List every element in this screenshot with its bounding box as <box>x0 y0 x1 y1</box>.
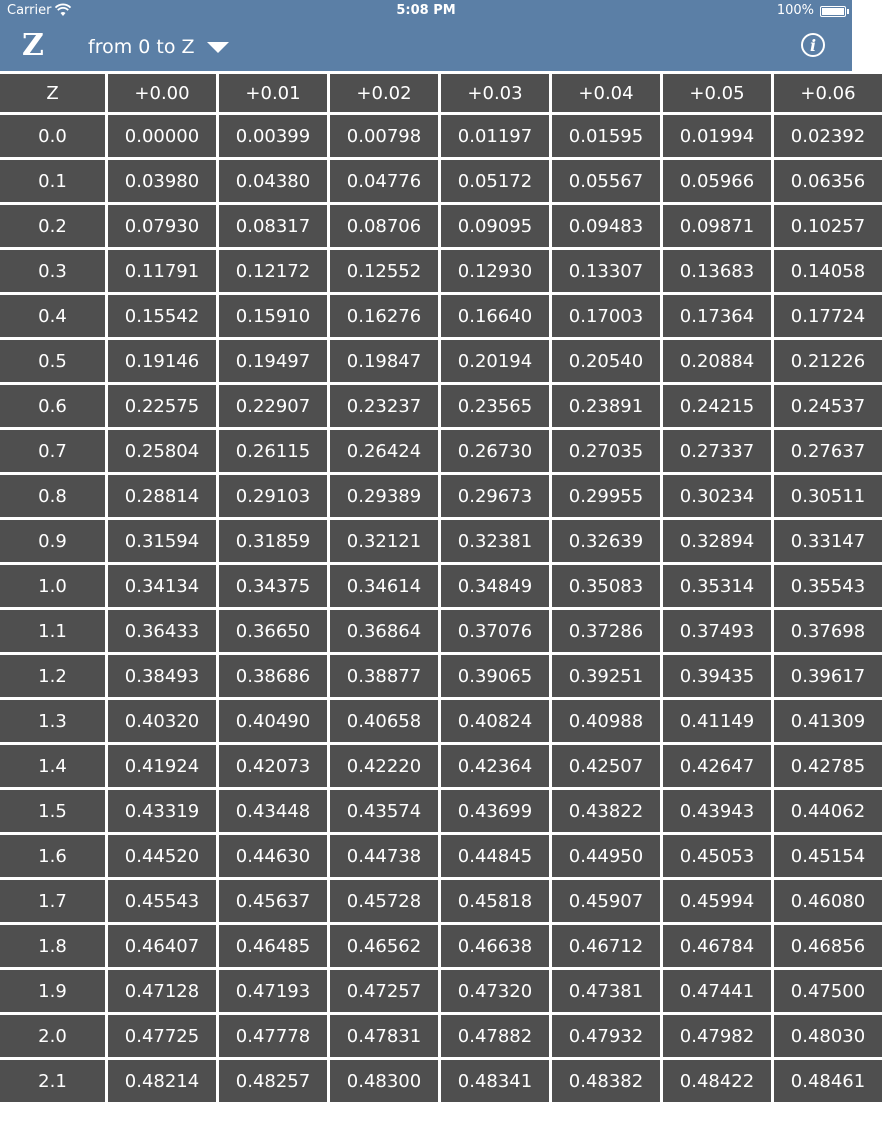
probability-cell: 0.17364 <box>663 295 771 337</box>
probability-cell: 0.47441 <box>663 970 771 1012</box>
probability-cell: 0.47128 <box>108 970 216 1012</box>
probability-cell: 0.17003 <box>552 295 660 337</box>
probability-cell: 0.46562 <box>330 925 438 967</box>
z-value-cell: 1.1 <box>0 610 105 652</box>
probability-cell: 0.45637 <box>219 880 327 922</box>
column-header: +0.06 <box>774 74 882 112</box>
probability-cell: 0.45543 <box>108 880 216 922</box>
probability-cell: 0.07930 <box>108 205 216 247</box>
probability-cell: 0.37286 <box>552 610 660 652</box>
probability-cell: 0.01595 <box>552 115 660 157</box>
probability-cell: 0.36650 <box>219 610 327 652</box>
probability-cell: 0.10257 <box>774 205 882 247</box>
z-value-cell: 1.9 <box>0 970 105 1012</box>
probability-cell: 0.29103 <box>219 475 327 517</box>
probability-cell: 0.44520 <box>108 835 216 877</box>
probability-cell: 0.24537 <box>774 385 882 427</box>
probability-cell: 0.44630 <box>219 835 327 877</box>
table-row <box>0 835 882 877</box>
probability-cell: 0.11791 <box>108 250 216 292</box>
probability-cell: 0.32381 <box>441 520 549 562</box>
probability-cell: 0.00798 <box>330 115 438 157</box>
z-value-cell: 1.5 <box>0 790 105 832</box>
probability-cell: 0.43822 <box>552 790 660 832</box>
probability-cell: 0.29389 <box>330 475 438 517</box>
probability-cell: 0.32121 <box>330 520 438 562</box>
probability-cell: 0.39065 <box>441 655 549 697</box>
probability-cell: 0.01197 <box>441 115 549 157</box>
z-table <box>0 71 885 1105</box>
column-header: +0.04 <box>552 74 660 112</box>
probability-cell: 0.41149 <box>663 700 771 742</box>
probability-cell: 0.22907 <box>219 385 327 427</box>
probability-cell: 0.04776 <box>330 160 438 202</box>
probability-cell: 0.40490 <box>219 700 327 742</box>
probability-cell: 0.22575 <box>108 385 216 427</box>
caret-down-icon <box>207 42 229 53</box>
probability-cell: 0.03980 <box>108 160 216 202</box>
probability-cell: 0.47500 <box>774 970 882 1012</box>
probability-cell: 0.45053 <box>663 835 771 877</box>
probability-cell: 0.30511 <box>774 475 882 517</box>
probability-cell: 0.46407 <box>108 925 216 967</box>
probability-cell: 0.45907 <box>552 880 660 922</box>
probability-cell: 0.34614 <box>330 565 438 607</box>
probability-cell: 0.16640 <box>441 295 549 337</box>
probability-cell: 0.47320 <box>441 970 549 1012</box>
probability-cell: 0.19847 <box>330 340 438 382</box>
probability-cell: 0.46856 <box>774 925 882 967</box>
z-value-cell: 1.3 <box>0 700 105 742</box>
probability-cell: 0.01994 <box>663 115 771 157</box>
z-value-cell: 1.2 <box>0 655 105 697</box>
probability-cell: 0.05172 <box>441 160 549 202</box>
probability-cell: 0.42220 <box>330 745 438 787</box>
probability-cell: 0.27637 <box>774 430 882 472</box>
probability-cell: 0.47381 <box>552 970 660 1012</box>
table-row <box>0 385 882 427</box>
probability-cell: 0.32639 <box>552 520 660 562</box>
table-header-row <box>0 74 882 112</box>
probability-cell: 0.26115 <box>219 430 327 472</box>
column-header: +0.02 <box>330 74 438 112</box>
probability-cell: 0.36433 <box>108 610 216 652</box>
probability-cell: 0.26730 <box>441 430 549 472</box>
probability-cell: 0.40824 <box>441 700 549 742</box>
probability-cell: 0.46638 <box>441 925 549 967</box>
z-value-cell: 0.6 <box>0 385 105 427</box>
probability-cell: 0.40658 <box>330 700 438 742</box>
probability-cell: 0.09483 <box>552 205 660 247</box>
probability-cell: 0.09095 <box>441 205 549 247</box>
probability-cell: 0.48382 <box>552 1060 660 1102</box>
status-bar <box>0 0 852 22</box>
probability-cell: 0.35314 <box>663 565 771 607</box>
probability-cell: 0.02392 <box>774 115 882 157</box>
table-row <box>0 655 882 697</box>
status-time: 5:08 PM <box>396 3 456 18</box>
probability-cell: 0.47257 <box>330 970 438 1012</box>
table-row <box>0 700 882 742</box>
probability-cell: 0.48341 <box>441 1060 549 1102</box>
probability-cell: 0.42364 <box>441 745 549 787</box>
probability-cell: 0.00399 <box>219 115 327 157</box>
probability-cell: 0.08317 <box>219 205 327 247</box>
probability-cell: 0.48214 <box>108 1060 216 1102</box>
table-row <box>0 340 882 382</box>
probability-cell: 0.47831 <box>330 1015 438 1057</box>
probability-cell: 0.34375 <box>219 565 327 607</box>
probability-cell: 0.46080 <box>774 880 882 922</box>
probability-cell: 0.32894 <box>663 520 771 562</box>
probability-cell: 0.29955 <box>552 475 660 517</box>
column-header: +0.01 <box>219 74 327 112</box>
column-header: +0.00 <box>108 74 216 112</box>
probability-cell: 0.40988 <box>552 700 660 742</box>
nav-bar <box>0 22 852 71</box>
probability-cell: 0.29673 <box>441 475 549 517</box>
probability-cell: 0.47882 <box>441 1015 549 1057</box>
probability-cell: 0.47778 <box>219 1015 327 1057</box>
probability-cell: 0.27035 <box>552 430 660 472</box>
probability-cell: 0.05966 <box>663 160 771 202</box>
z-value-cell: 0.8 <box>0 475 105 517</box>
probability-cell: 0.12930 <box>441 250 549 292</box>
table-row <box>0 565 882 607</box>
probability-cell: 0.20540 <box>552 340 660 382</box>
probability-cell: 0.42507 <box>552 745 660 787</box>
table-row <box>0 745 882 787</box>
probability-cell: 0.47193 <box>219 970 327 1012</box>
probability-cell: 0.33147 <box>774 520 882 562</box>
probability-cell: 0.47932 <box>552 1015 660 1057</box>
z-value-cell: 0.3 <box>0 250 105 292</box>
z-value-cell: 1.4 <box>0 745 105 787</box>
z-value-cell: 0.2 <box>0 205 105 247</box>
probability-cell: 0.40320 <box>108 700 216 742</box>
probability-cell: 0.46784 <box>663 925 771 967</box>
probability-cell: 0.48030 <box>774 1015 882 1057</box>
table-row <box>0 115 882 157</box>
probability-cell: 0.48300 <box>330 1060 438 1102</box>
probability-cell: 0.48461 <box>774 1060 882 1102</box>
battery-percent: 100% <box>776 3 814 18</box>
z-value-cell: 0.1 <box>0 160 105 202</box>
probability-cell: 0.37698 <box>774 610 882 652</box>
probability-cell: 0.20194 <box>441 340 549 382</box>
table-row <box>0 1015 882 1057</box>
probability-cell: 0.39435 <box>663 655 771 697</box>
table-row <box>0 520 882 562</box>
table-row <box>0 1060 882 1102</box>
probability-cell: 0.36864 <box>330 610 438 652</box>
z-value-cell: 0.5 <box>0 340 105 382</box>
probability-cell: 0.20884 <box>663 340 771 382</box>
probability-cell: 0.48422 <box>663 1060 771 1102</box>
z-value-cell: 1.6 <box>0 835 105 877</box>
probability-cell: 0.23565 <box>441 385 549 427</box>
probability-cell: 0.23237 <box>330 385 438 427</box>
app-logo: Z <box>22 28 44 63</box>
probability-cell: 0.15910 <box>219 295 327 337</box>
probability-cell: 0.44062 <box>774 790 882 832</box>
probability-cell: 0.48257 <box>219 1060 327 1102</box>
table-row <box>0 880 882 922</box>
probability-cell: 0.37493 <box>663 610 771 652</box>
z-value-cell: 2.0 <box>0 1015 105 1057</box>
probability-cell: 0.39251 <box>552 655 660 697</box>
probability-cell: 0.19146 <box>108 340 216 382</box>
table-row <box>0 925 882 967</box>
z-value-cell: 0.7 <box>0 430 105 472</box>
probability-cell: 0.44845 <box>441 835 549 877</box>
probability-cell: 0.47725 <box>108 1015 216 1057</box>
probability-cell: 0.43574 <box>330 790 438 832</box>
z-table-scroll[interactable] <box>0 71 866 1136</box>
probability-cell: 0.43699 <box>441 790 549 832</box>
probability-cell: 0.25804 <box>108 430 216 472</box>
mode-selector[interactable] <box>88 34 229 60</box>
probability-cell: 0.19497 <box>219 340 327 382</box>
probability-cell: 0.23891 <box>552 385 660 427</box>
carrier-label: Carrier <box>7 3 52 18</box>
probability-cell: 0.27337 <box>663 430 771 472</box>
probability-cell: 0.12552 <box>330 250 438 292</box>
probability-cell: 0.31594 <box>108 520 216 562</box>
z-value-cell: 0.0 <box>0 115 105 157</box>
mode-label: from 0 to Z <box>88 36 195 58</box>
probability-cell: 0.28814 <box>108 475 216 517</box>
z-value-cell: 2.1 <box>0 1060 105 1102</box>
column-header: +0.05 <box>663 74 771 112</box>
probability-cell: 0.43943 <box>663 790 771 832</box>
probability-cell: 0.26424 <box>330 430 438 472</box>
probability-cell: 0.47982 <box>663 1015 771 1057</box>
probability-cell: 0.00000 <box>108 115 216 157</box>
probability-cell: 0.06356 <box>774 160 882 202</box>
top-bar <box>0 0 852 71</box>
probability-cell: 0.42647 <box>663 745 771 787</box>
probability-cell: 0.31859 <box>219 520 327 562</box>
info-icon[interactable]: i <box>801 33 825 57</box>
table-row <box>0 430 882 472</box>
probability-cell: 0.42785 <box>774 745 882 787</box>
probability-cell: 0.35083 <box>552 565 660 607</box>
probability-cell: 0.38686 <box>219 655 327 697</box>
probability-cell: 0.41309 <box>774 700 882 742</box>
probability-cell: 0.43448 <box>219 790 327 832</box>
z-value-cell: 1.8 <box>0 925 105 967</box>
probability-cell: 0.15542 <box>108 295 216 337</box>
z-value-cell: 0.9 <box>0 520 105 562</box>
probability-cell: 0.05567 <box>552 160 660 202</box>
table-body <box>0 115 882 1102</box>
probability-cell: 0.16276 <box>330 295 438 337</box>
table-row <box>0 790 882 832</box>
probability-cell: 0.44950 <box>552 835 660 877</box>
table-row <box>0 205 882 247</box>
column-header: +0.03 <box>441 74 549 112</box>
probability-cell: 0.46485 <box>219 925 327 967</box>
probability-cell: 0.13307 <box>552 250 660 292</box>
z-value-cell: 1.0 <box>0 565 105 607</box>
probability-cell: 0.17724 <box>774 295 882 337</box>
table-row <box>0 295 882 337</box>
table-row <box>0 160 882 202</box>
probability-cell: 0.21226 <box>774 340 882 382</box>
probability-cell: 0.45994 <box>663 880 771 922</box>
table-row <box>0 610 882 652</box>
probability-cell: 0.04380 <box>219 160 327 202</box>
probability-cell: 0.13683 <box>663 250 771 292</box>
z-value-cell: 0.4 <box>0 295 105 337</box>
probability-cell: 0.24215 <box>663 385 771 427</box>
probability-cell: 0.43319 <box>108 790 216 832</box>
table-row <box>0 250 882 292</box>
probability-cell: 0.37076 <box>441 610 549 652</box>
probability-cell: 0.46712 <box>552 925 660 967</box>
probability-cell: 0.12172 <box>219 250 327 292</box>
probability-cell: 0.42073 <box>219 745 327 787</box>
battery-icon <box>820 6 846 17</box>
probability-cell: 0.34849 <box>441 565 549 607</box>
table-row <box>0 475 882 517</box>
battery-tip <box>847 9 849 14</box>
probability-cell: 0.45154 <box>774 835 882 877</box>
probability-cell: 0.44738 <box>330 835 438 877</box>
probability-cell: 0.35543 <box>774 565 882 607</box>
probability-cell: 0.38877 <box>330 655 438 697</box>
probability-cell: 0.41924 <box>108 745 216 787</box>
probability-cell: 0.14058 <box>774 250 882 292</box>
probability-cell: 0.45728 <box>330 880 438 922</box>
z-value-cell: 1.7 <box>0 880 105 922</box>
probability-cell: 0.39617 <box>774 655 882 697</box>
probability-cell: 0.38493 <box>108 655 216 697</box>
probability-cell: 0.30234 <box>663 475 771 517</box>
probability-cell: 0.09871 <box>663 205 771 247</box>
table-row <box>0 970 882 1012</box>
z-column-header: Z <box>0 74 105 112</box>
probability-cell: 0.45818 <box>441 880 549 922</box>
probability-cell: 0.08706 <box>330 205 438 247</box>
probability-cell: 0.34134 <box>108 565 216 607</box>
